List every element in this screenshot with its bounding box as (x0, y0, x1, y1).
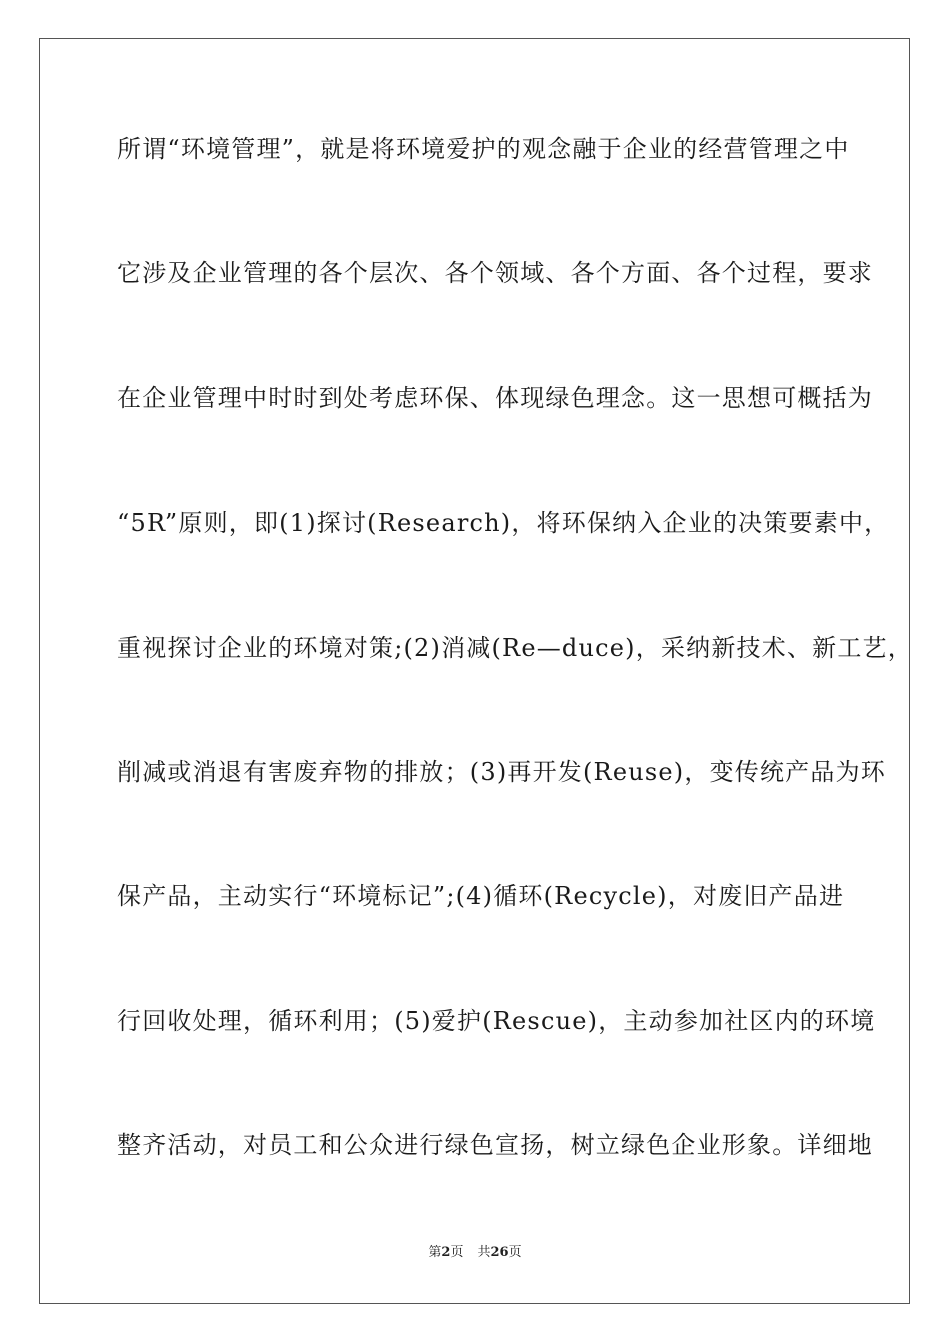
page-footer (0, 1244, 950, 1262)
body-line-6: 削减或消退有害废弃物的排放；(3)再开发(Reuse)，变传统产品为环 (117, 758, 886, 786)
body-line-4: “5R”原则，即(1)探讨(Research)，将环保纳入企业的决策要素中， (117, 509, 890, 537)
page-suffix: 页 (450, 1245, 464, 1260)
total-prefix: 共 (477, 1245, 491, 1260)
page-prefix: 第 (428, 1245, 442, 1260)
body-line-5: 重视探讨企业的环境对策;(2)消减(Re—duce)，采纳新技术、新工艺， (117, 634, 913, 662)
body-line-8: 行回收处理，循环利用；(5)爱护(Rescue)，主动参加社区内的环境 (117, 1007, 876, 1035)
total-pages: 26 (490, 1245, 509, 1260)
body-line-9: 整齐活动，对员工和公众进行绿色宣扬，树立绿色企业形象。详细地 (117, 1131, 873, 1159)
body-line-3: 在企业管理中时时到处考虑环保、体现绿色理念。这一思想可概括为 (117, 384, 873, 412)
page-frame (39, 38, 913, 1304)
page-number: 2 (441, 1245, 451, 1260)
body-line-1: 所谓“环境管理”，就是将环境爱护的观念融于企业的经营管理之中 (117, 135, 850, 163)
total-suffix: 页 (508, 1245, 522, 1260)
body-line-7: 保产品，主动实行“环境标记”;(4)循环(Recycle)，对废旧产品进 (117, 882, 845, 910)
body-line-2: 它涉及企业管理的各个层次、各个领域、各个方面、各个过程，要求 (117, 259, 873, 287)
